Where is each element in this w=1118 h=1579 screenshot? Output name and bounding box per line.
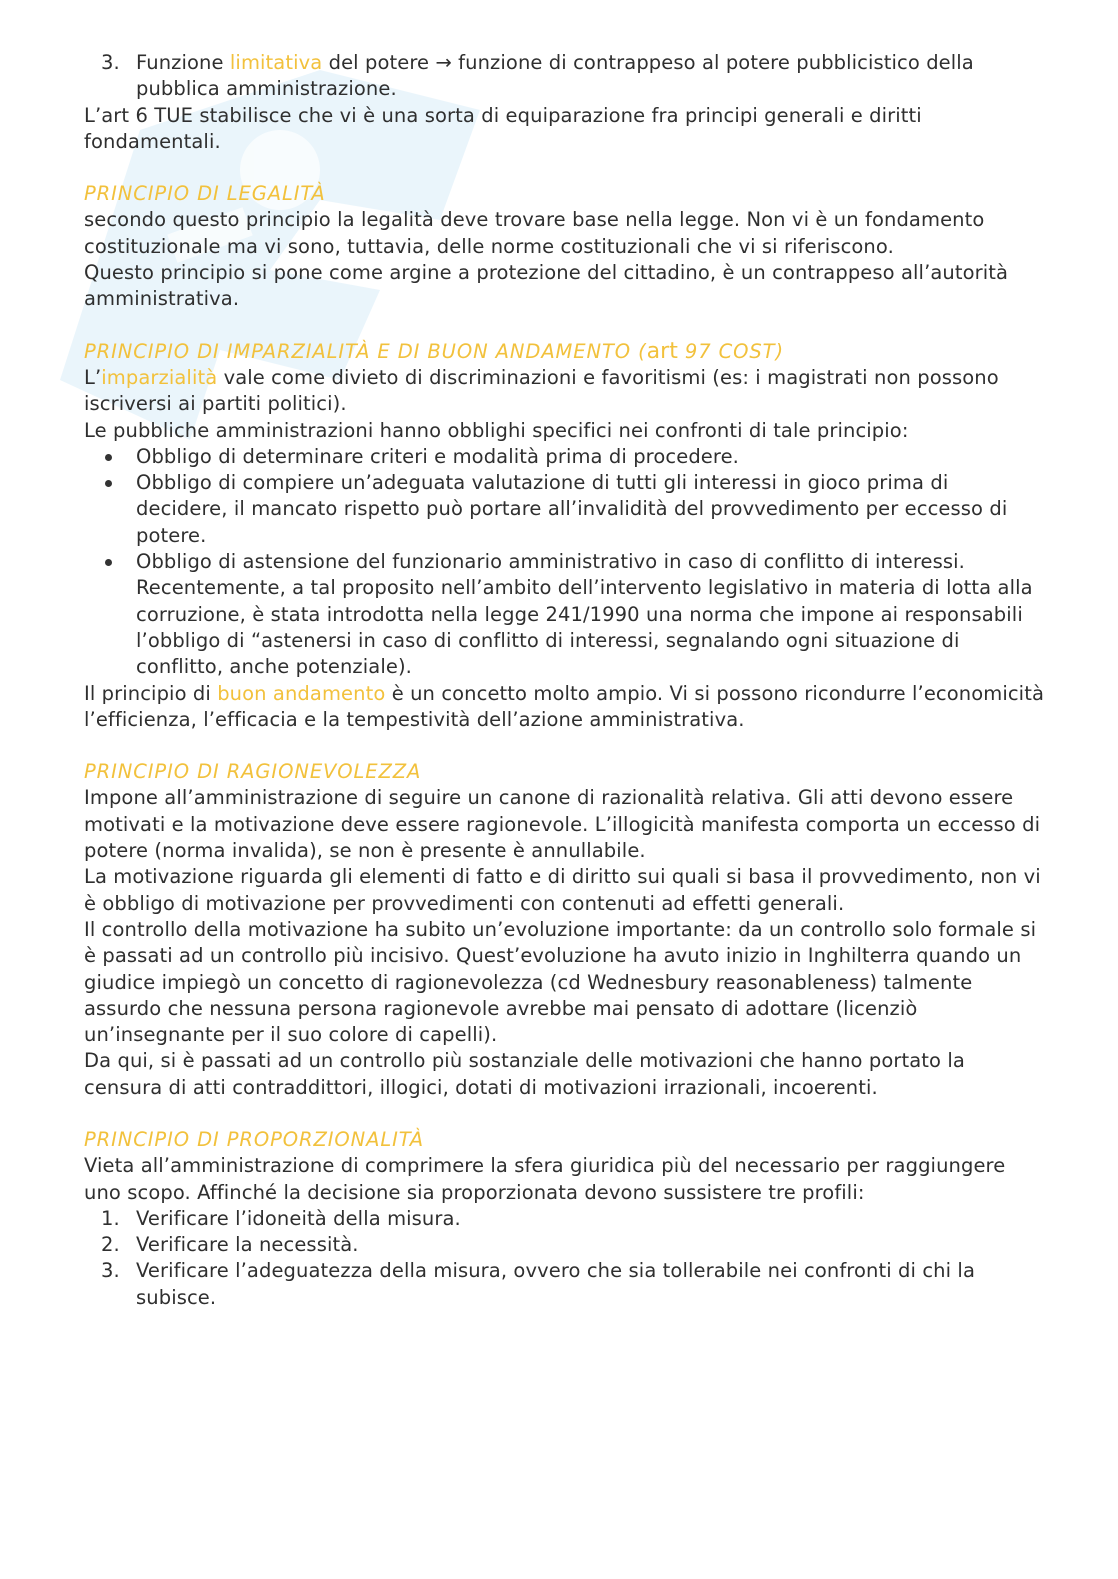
highlighted-term: buon andamento bbox=[217, 681, 386, 705]
list-number: 3. bbox=[101, 1259, 120, 1283]
list-text: Obbligo di astensione del funzionario amministrativo in caso di conflitto di interessi. Recentemente, a tal proposito nell’ambito dell’intervento legislativo in materia di lotta alla corruzione, è stata introdotta nella legge 241/1990 una norma che impone ai responsabili l’obbligo di “astenersi in caso di conflitto di interessi, segnalando ogni situazione di conflitto, anche potenziale). bbox=[136, 550, 1033, 679]
list-text: Funzione bbox=[136, 51, 230, 74]
paragraph: Le pubbliche amministrazioni hanno obblighi specifici nei confronti di tale principio: bbox=[84, 418, 909, 442]
paragraph: Vieta all’amministrazione di comprimere la sfera giuridica più del necessario per raggiungere uno scopo. Affinché la decisione sia proporzionata devono sussistere tre profili: bbox=[84, 1154, 1006, 1204]
paragraph: secondo questo principio la legalità deve trovare base nella legge. Non vi è un fondamento costituzionale ma vi sono, tuttavia, delle norme costituzionali che vi si riferiscono. bbox=[84, 208, 985, 258]
list-text: Verificare l’adeguatezza della misura, ovvero che sia tollerabile nei confronti di chi la subisce. bbox=[136, 1259, 975, 1309]
list-text: del potere → funzione di contrappeso al potere pubblicistico della pubblica amministrazione. bbox=[136, 51, 974, 101]
heading-ragionevolezza: PRINCIPIO DI RAGIONEVOLEZZA bbox=[84, 760, 422, 784]
list-item bbox=[84, 1258, 1044, 1311]
list-item bbox=[84, 1206, 1044, 1232]
highlighted-term: limitativa bbox=[229, 51, 323, 74]
bullet-icon bbox=[105, 454, 112, 461]
list-text: Verificare la necessità. bbox=[136, 1233, 359, 1257]
list-text: Obbligo di compiere un’adeguata valutazione di tutti gli interessi in gioco prima di decidere, il mancato rispetto può portare all’invalidità del provvedimento per eccesso di potere. bbox=[136, 471, 1008, 547]
list-item bbox=[84, 444, 1044, 470]
list-item bbox=[84, 549, 1044, 680]
heading-text: 97 COST) bbox=[677, 339, 784, 363]
highlighted-term: imparzialità bbox=[101, 365, 218, 389]
paragraph: La motivazione riguarda gli elementi di fatto e di diritto sui quali si basa il provvedimento, non vi è obbligo di motivazione per provvedimenti con contenuti ad effetti generali. bbox=[84, 865, 1041, 915]
list-text: Verificare l’idoneità della misura. bbox=[136, 1206, 461, 1230]
text: L’ bbox=[84, 365, 102, 389]
list-item bbox=[84, 470, 1044, 549]
paragraph: Questo principio si pone come argine a protezione del cittadino, è un contrappeso all’autorità amministrativa. bbox=[84, 261, 1009, 311]
heading-imparzialita bbox=[84, 339, 1044, 365]
list-number: 1. bbox=[101, 1206, 120, 1230]
bullet-list bbox=[84, 444, 1044, 681]
heading-legalita: PRINCIPIO DI LEGALITÀ bbox=[84, 182, 326, 206]
heading-proporzionalita: PRINCIPIO DI PROPORZIONALITÀ bbox=[84, 1127, 425, 1151]
heading-text: PRINCIPIO DI IMPARZIALITÀ E DI BUON ANDAMENTO ( bbox=[84, 339, 647, 363]
paragraph: Il controllo della motivazione ha subito un’evoluzione importante: da un controllo solo formale si è passati ad un controllo più incisivo. Quest’evoluzione ha avuto inizio in Inghilterra quando un giudice impiegò un concetto di ragionevolezza (cd Wednesbury reasonableness) talmente assurdo che nessuna persona ragionevole avrebbe mai pensato di adottare (licenziò un’insegnante per il suo colore di capelli). bbox=[84, 917, 1037, 1047]
bullet-icon bbox=[105, 480, 112, 487]
numbered-list bbox=[84, 1206, 1044, 1311]
list-text: Obbligo di determinare criteri e modalità prima di procedere. bbox=[136, 444, 739, 468]
intro-list-item bbox=[84, 50, 1044, 103]
paragraph bbox=[84, 681, 1044, 734]
paragraph: Impone all’amministrazione di seguire un canone di razionalità relativa. Gli atti devono essere motivati e la motivazione deve essere ragionevole. L’illogicità manifesta comporta un eccesso di potere (norma invalida), se non è presente è annullabile. bbox=[84, 786, 1041, 863]
paragraph bbox=[84, 365, 1044, 418]
text: vale come divieto di discriminazioni e favoritismi (es: i magistrati non possono iscriversi ai partiti politici). bbox=[84, 365, 999, 416]
heading-text: art bbox=[646, 338, 678, 364]
paragraph: Da qui, si è passati ad un controllo più sostanziale delle motivazioni che hanno portato la censura di atti contraddittori, illogici, dotati di motivazioni irrazionali, incoerenti. bbox=[84, 1049, 965, 1099]
bullet-icon bbox=[105, 559, 112, 566]
intro-paragraph: L’art 6 TUE stabilisce che vi è una sorta di equiparazione fra principi generali e diritti fondamentali. bbox=[84, 103, 922, 153]
list-number: 3. bbox=[101, 51, 120, 74]
list-item bbox=[84, 1232, 1044, 1258]
list-number: 2. bbox=[101, 1233, 120, 1257]
document-content bbox=[84, 50, 1044, 1311]
text: è un concetto molto ampio. Vi si possono ricondurre l’economicità l’efficienza, l’efficacia e la tempestività dell’azione amministrativa. bbox=[84, 681, 1044, 731]
text: Il principio di bbox=[84, 681, 218, 705]
